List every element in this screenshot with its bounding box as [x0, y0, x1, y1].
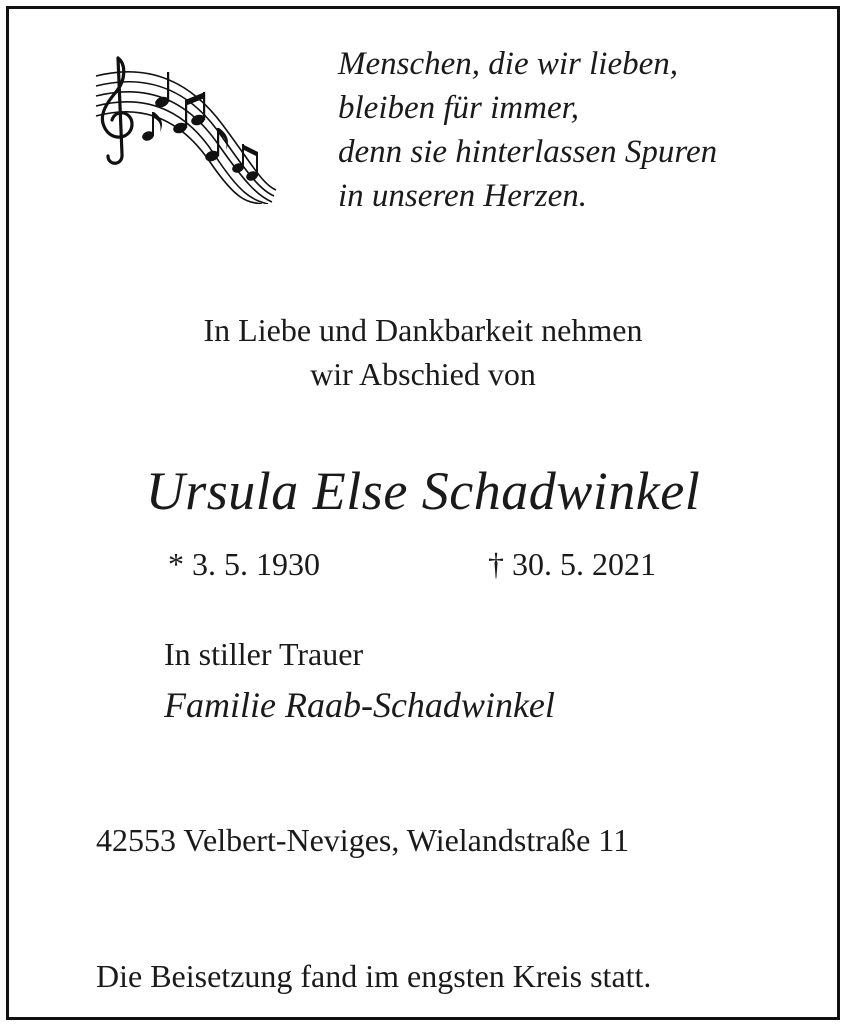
death-date: † 30. 5. 2021 — [488, 546, 656, 582]
poem-line: denn sie hinterlassen Spuren — [338, 134, 718, 170]
address: 42553 Velbert-Neviges, Wielandstraße 11 — [96, 822, 630, 858]
poem — [338, 42, 808, 218]
mourning-label: In stiller Trauer — [164, 636, 364, 672]
poem-line: Menschen, die wir lieben, — [338, 46, 678, 82]
poem-line: bleiben für immer, — [338, 90, 580, 126]
deceased-name: Ursula Else Schadwinkel — [145, 461, 701, 521]
intro-line-2: wir Abschied von — [310, 356, 536, 392]
birth-date: * 3. 5. 1930 — [168, 546, 320, 582]
family-name: Familie Raab-Schadwinkel — [164, 685, 555, 725]
funeral-note: Die Beisetzung fand im engsten Kreis statt. — [96, 958, 652, 994]
intro-text — [0, 308, 846, 396]
music-notes-icon — [92, 54, 278, 204]
intro-line-1: In Liebe und Dankbarkeit nehmen — [203, 312, 643, 348]
poem-line: in unseren Herzen. — [338, 178, 587, 214]
